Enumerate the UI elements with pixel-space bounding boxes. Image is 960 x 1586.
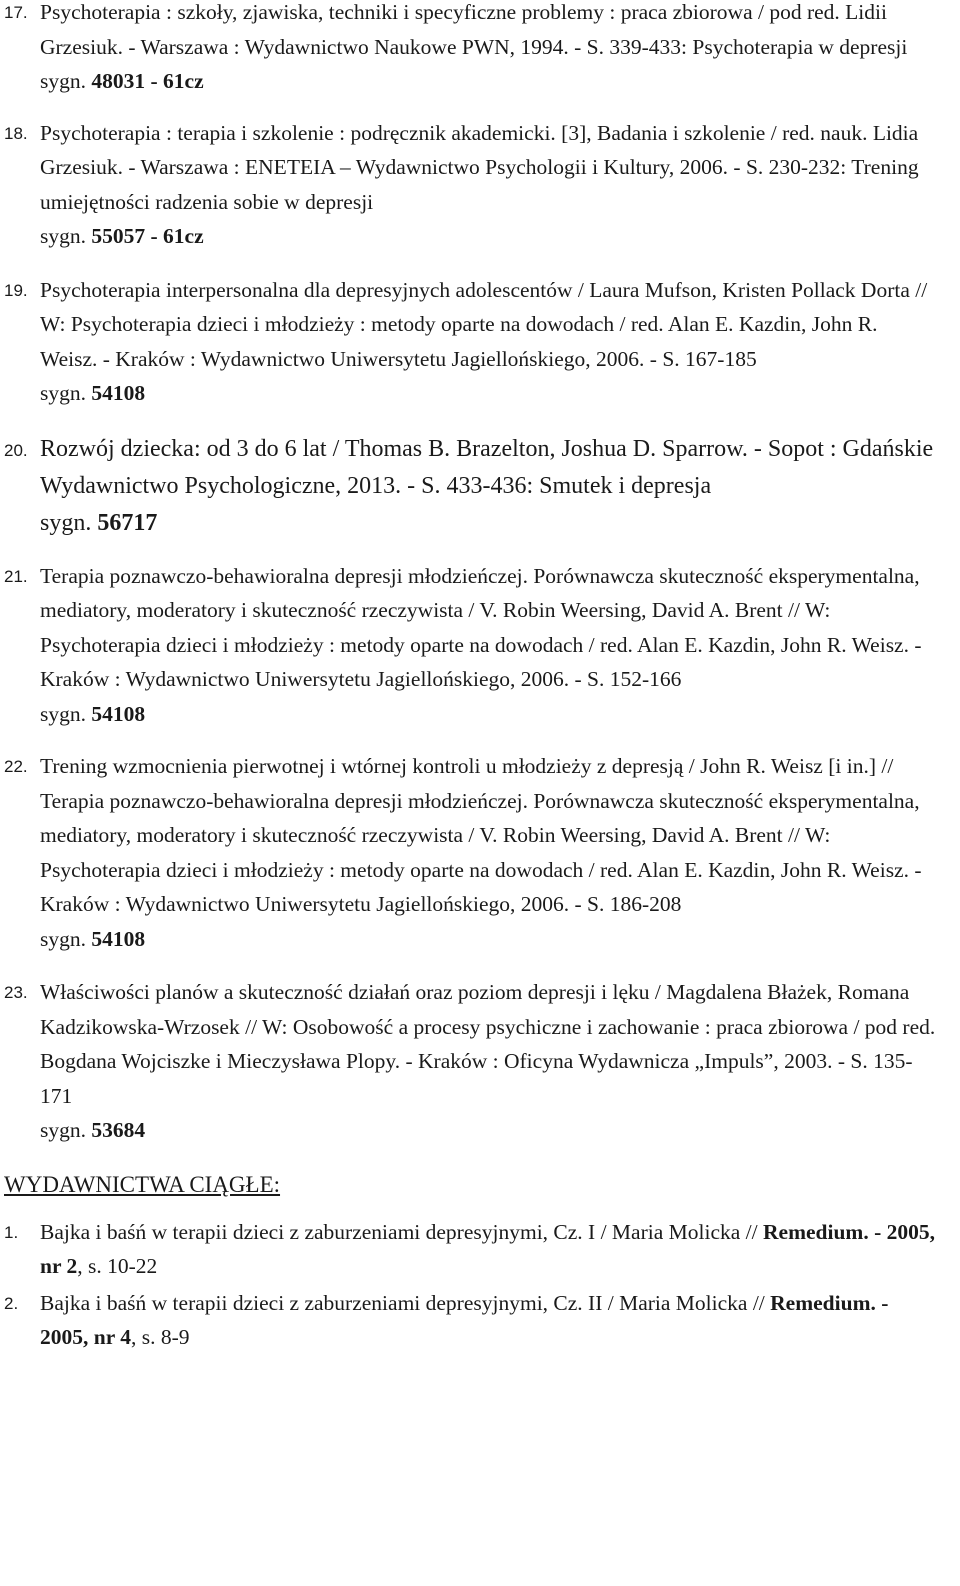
shelfmark-value: 54108 [91, 926, 146, 951]
entry-body [40, 559, 938, 732]
serial-entry-2 [4, 1286, 938, 1355]
shelfmark-label: sygn. [40, 1118, 86, 1142]
entry-citation: Psychoterapia : terapia i szkolenie : podręcznik akademicki. [3], Badania i szkolenie / red. nauk. Lidia Grzesiuk. - Warszawa : ENETEIA – Wydawnictwo Psychologii i Kultury, 2006. - S. 230-232: Trening umiejętności radzenia sobie w depresji [40, 120, 919, 214]
entry-number: 17. [4, 3, 28, 22]
entry-shelfmark [40, 64, 938, 99]
section-heading-serials: WYDAWNICTWA CIĄGŁE: [4, 1171, 281, 1197]
entry-number: 23. [4, 983, 28, 1002]
entry-body [40, 116, 938, 254]
citation-text: Bajka i baśń w terapii dzieci z zaburzeniami depresyjnymi, Cz. I / Maria Molicka // [40, 1219, 758, 1244]
entry-number: 20. [4, 440, 28, 460]
page-range: , s. 10-22 [77, 1254, 158, 1278]
entry-citation: Psychoterapia : szkoły, zjawiska, techniki i specyficzne problemy : praca zbiorowa / pod red. Lidii Grzesiuk. - Warszawa : Wydawnictwo Naukowe PWN, 1994. - S. 339-433: Psychoterapia w depresji [40, 0, 908, 59]
serial-entry-1 [4, 1215, 938, 1284]
entry-body [40, 1215, 938, 1284]
shelfmark-value: 56717 [97, 509, 158, 536]
entry-body [40, 1286, 938, 1355]
entry-body [40, 431, 938, 542]
book-entry-20 [4, 431, 938, 542]
entry-citation [40, 1215, 938, 1284]
book-entry-23 [4, 975, 938, 1148]
entry-number: 19. [4, 280, 28, 300]
book-entry-19 [4, 273, 938, 411]
entry-number: 18. [4, 123, 28, 143]
entry-shelfmark [40, 505, 938, 542]
shelfmark-value: 54108 [91, 381, 146, 405]
shelfmark-value: 55057 - 61cz [91, 224, 204, 248]
book-entry-22 [4, 749, 938, 956]
entry-number: 2. [4, 1293, 19, 1313]
entry-citation: Właściwości planów a skuteczność działań oraz poziom depresji i lęku / Magdalena Błażek, Romana Kadzikowska-Wrzosek // W: Osobowość a procesy psychiczne i zachowanie : praca zbiorowa / pod red. Bogdana Wojciszke i Mieczysława Plopy. - Kraków : Oficyna Wydawnicza „Impuls”, 2003. - S. 135-171 [40, 980, 936, 1108]
shelfmark-label: sygn. [40, 224, 86, 248]
entry-shelfmark [40, 376, 938, 411]
journal-issue: Remedium. - 2005, nr 2 [40, 1219, 935, 1278]
entry-number: 21. [4, 566, 28, 586]
shelfmark-value: 53684 [91, 1118, 146, 1142]
journal-issue: Remedium. - 2005, nr 4 [40, 1290, 889, 1349]
book-entry-18 [4, 116, 938, 254]
entry-shelfmark [40, 922, 938, 957]
book-entry-21 [4, 559, 938, 732]
entry-citation: Terapia poznawczo-behawioralna depresji młodzieńczej. Porównawcza skuteczność eksperymentalna, mediatory, moderatory i skuteczność rzeczywista / V. Robin Weersing, David A. Brent // W: Psychoterapia dzieci i młodzieży : metody oparte na dowodach / red. Alan E. Kazdin, John R. Weisz. - Kraków : Wydawnictwo Uniwersytetu Jagiellońskiego, 2006. - S. 152-166 [40, 563, 922, 691]
entry-number: 1. [4, 1222, 19, 1242]
entry-number: 22. [4, 757, 28, 776]
entry-body [40, 975, 938, 1148]
citation-text: Bajka i baśń w terapii dzieci z zaburzeniami depresyjnymi, Cz. II / Maria Molicka // [40, 1290, 765, 1315]
shelfmark-label: sygn. [40, 509, 92, 536]
entry-shelfmark [40, 1113, 938, 1148]
entry-body [40, 0, 938, 99]
page-range: , s. 8-9 [131, 1325, 190, 1349]
entry-body [40, 273, 938, 411]
shelfmark-value: 48031 - 61cz [91, 69, 204, 93]
shelfmark-label: sygn. [40, 381, 86, 405]
shelfmark-label: sygn. [40, 926, 86, 951]
shelfmark-label: sygn. [40, 701, 86, 726]
book-entry-17 [4, 0, 938, 99]
entry-citation: Rozwój dziecka: od 3 do 6 lat / Thomas B. Brazelton, Joshua D. Sparrow. - Sopot : Gdańskie Wydawnictwo Psychologiczne, 2013. - S. 433-436: Smutek i depresja [40, 435, 934, 499]
entry-body [40, 749, 938, 956]
entry-citation: Psychoterapia interpersonalna dla depresyjnych adolescentów / Laura Mufson, Kristen Pollack Dorta // W: Psychoterapia dzieci i młodzieży : metody oparte na dowodach / red. Alan E. Kazdin, John R. Weisz. - Kraków : Wydawnictwo Uniwersytetu Jagiellońskiego, 2006. - S. 167-185 [40, 277, 928, 371]
entry-citation [40, 1286, 938, 1355]
entry-shelfmark [40, 697, 938, 732]
entry-shelfmark [40, 219, 938, 254]
shelfmark-label: sygn. [40, 69, 86, 93]
entry-citation: Trening wzmocnienia pierwotnej i wtórnej kontroli u młodzieży z depresją / John R. Weisz [i in.] // Terapia poznawczo-behawioralna depresji młodzieńczej. Porównawcza skuteczność eksperymentalna, mediatory, moderatory i skuteczność rzeczywista / V. Robin Weersing, David A. Brent // W: Psychoterapia dzieci i młodzieży : metody oparte na dowodach / red. Alan E. Kazdin, John R. Weisz. - Kraków : Wydawnictwo Uniwersytetu Jagiellońskiego, 2006. - S. 186-208 [40, 754, 922, 916]
shelfmark-value: 54108 [91, 701, 146, 726]
